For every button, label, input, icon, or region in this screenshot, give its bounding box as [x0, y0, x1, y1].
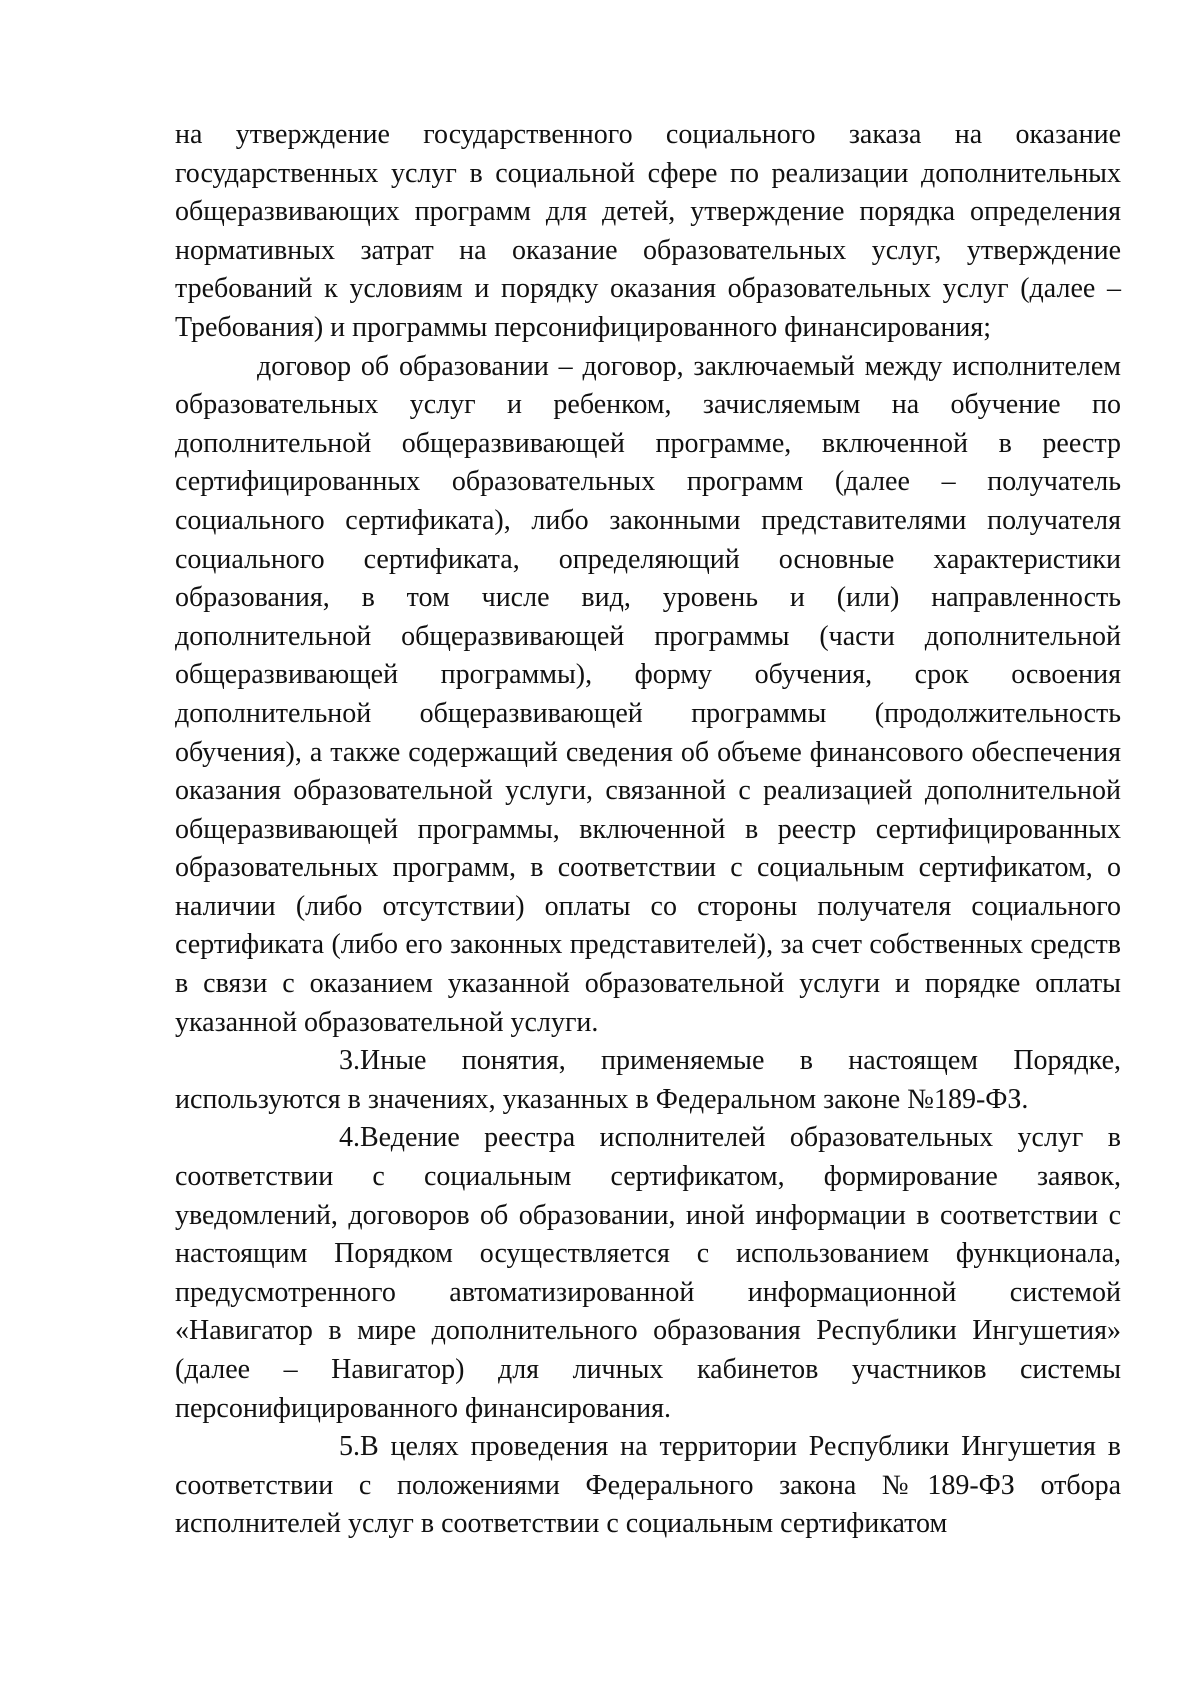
paragraph-text: В целях проведения на территории Республики Ингушетия в соответствии с положениями Федерального закона №189-ФЗ отбора исполнителей услуг в соответствии с социальным сертификатом [175, 1431, 1121, 1540]
paragraph-4 [175, 1119, 1121, 1428]
paragraph-5 [175, 1428, 1121, 1544]
paragraph-dogovor-definition: договор об образовании – договор, заключаемый между исполнителем образовательных услуг и ребенком, зачисляемым на обучение по дополнительной общеразвивающей программе, включенной в реестр сертифицированных образовательных программ (далее – получатель социального сертификата), либо законными представителями получателя социального сертификата, определяющий основные характеристики образования, в том числе вид, уровень и (или) направленность дополнительной общеразвивающей программы (части дополнительной общеразвивающей программы), форму обучения, срок освоения дополнительной общеразвивающей программы (продолжительность обучения), а также содержащий сведения об объеме финансового обеспечения оказания образовательной услуги, связанной с реализацией дополнительной общеразвивающей программы, включенной в реестр сертифицированных образовательных программ, в соответствии с социальным сертификатом, о наличии (либо отсутствии) оплаты со стороны получателя социального сертификата (либо его законных представителей), за счет собственных средств в связи с оказанием указанной образовательной услуги и порядке оплаты указанной образовательной услуги. [175, 350, 1121, 1038]
paragraph-number: 3. [339, 1045, 360, 1077]
paragraph-text: Иные понятия, применяемые в настоящем Порядке, используются в значениях, указанных в Федеральном законе №189-ФЗ. [175, 1045, 1121, 1115]
paragraph-3 [175, 1042, 1121, 1119]
paragraph-number: 4. [339, 1122, 360, 1154]
paragraph-number: 5. [339, 1431, 360, 1463]
paragraph-continuation: на утверждение государственного социального заказа на оказание государственных услуг в социальной сфере по реализации дополнительных общеразвивающих программ для детей, утверждение порядка определения нормативных затрат на оказание образовательных услуг, утверждение требований к условиям и порядку оказания образовательных услуг (далее – Требования) и программы персонифицированного финансирования; [175, 119, 1121, 343]
paragraph-text: Ведение реестра исполнителей образовательных услуг в соответствии с социальным сертификатом, формирование заявок, уведомлений, договоров об образовании, иной информации в соответствии с настоящим Порядком осуществляется с использованием функционала, предусмотренного автоматизированной информационной системой «Навигатор в мире дополнительного образования Республики Ингушетия» (далее – Навигатор) для личных кабинетов участников системы персонифицированного финансирования. [175, 1122, 1121, 1424]
document-body [175, 116, 1121, 1544]
